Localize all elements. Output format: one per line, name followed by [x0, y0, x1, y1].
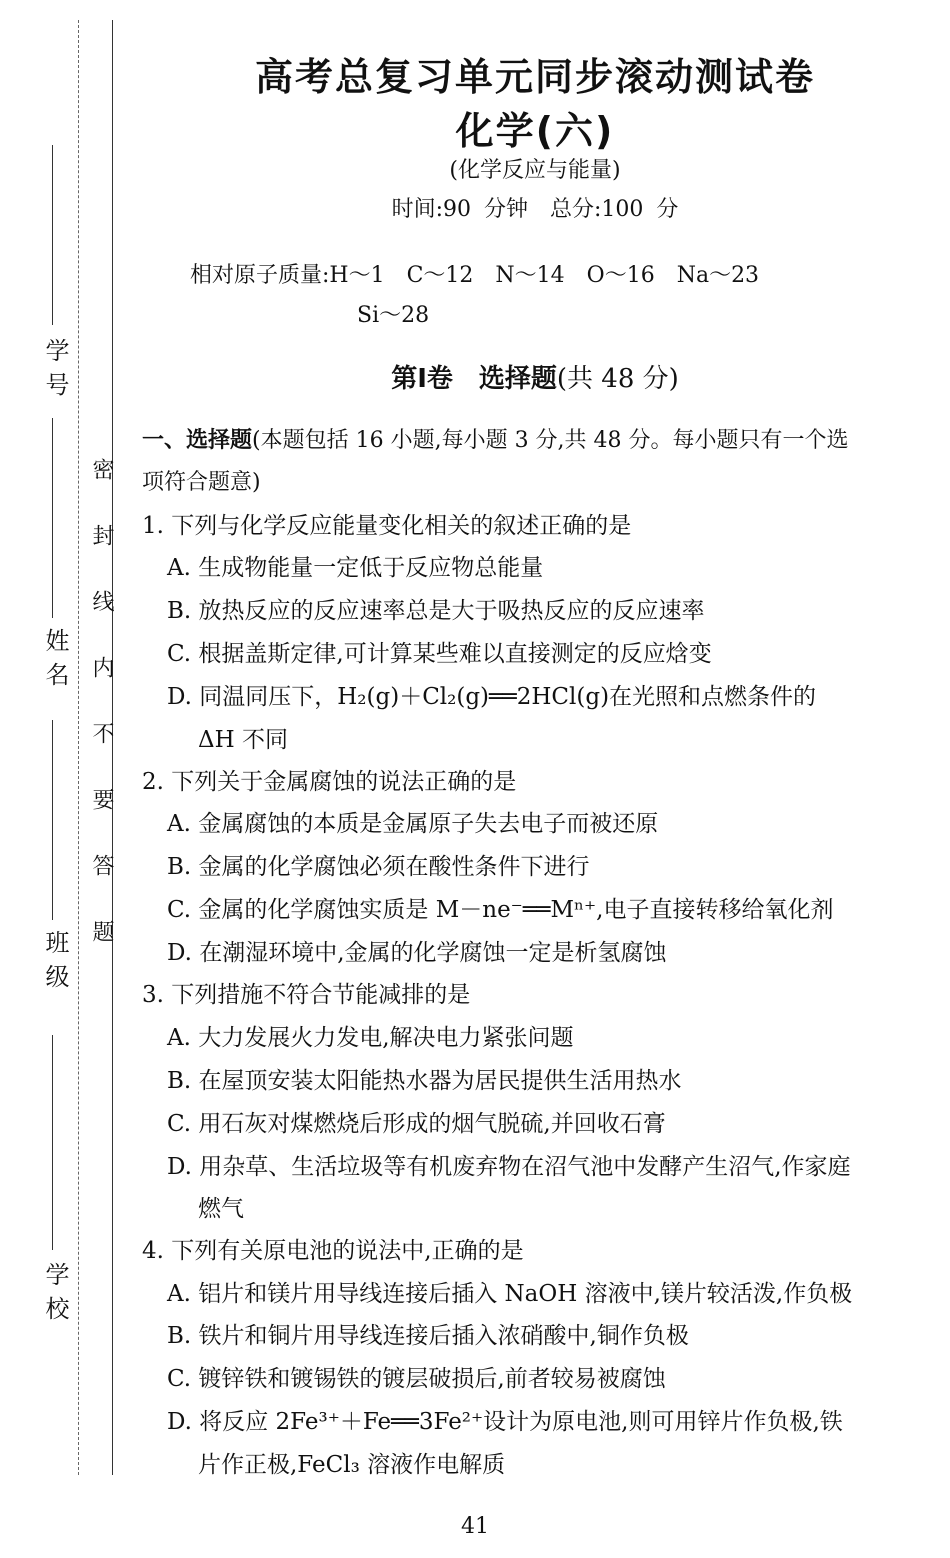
section-heading — [140, 358, 930, 395]
question-option-cont: 燃气 — [198, 1196, 244, 1222]
question-option[interactable]: A. 金属腐蚀的本质是金属原子失去电子而被还原 — [167, 811, 659, 837]
student-no-blank[interactable] — [52, 145, 53, 325]
time-score-info: 时间:90 分钟 总分:100 分 — [391, 197, 679, 222]
question-stem: 3. 下列措施不符合节能减排的是 — [142, 982, 471, 1008]
page-number: 41 — [461, 1514, 489, 1539]
class-blank[interactable] — [52, 720, 53, 920]
part-intro — [142, 420, 932, 504]
school-label: 学校 — [41, 1262, 69, 1330]
question-option-cont: 片作正极,FeCl₃ 溶液作电解质 — [198, 1452, 506, 1478]
question-option[interactable]: D. 将反应 2Fe³⁺＋Fe══3Fe²⁺设计为原电池,则可用锌片作负极,铁 — [167, 1409, 843, 1435]
paper-subtitle: 化学(六) — [455, 109, 615, 153]
question-option[interactable]: C. 用石灰对煤燃烧后形成的烟气脱硫,并回收石膏 — [167, 1111, 666, 1137]
section-points: (共 48 分) — [556, 364, 679, 394]
question-option[interactable]: B. 放热反应的反应速率总是大于吸热反应的反应速率 — [167, 598, 705, 624]
question-option[interactable]: C. 金属的化学腐蚀实质是 M－ne⁻══Mⁿ⁺,电子直接转移给氧化剂 — [167, 897, 834, 923]
name-blank[interactable] — [52, 418, 53, 618]
paper-title: 高考总复习单元同步滚动测试卷 — [254, 55, 815, 99]
student-no-label: 学号 — [41, 338, 69, 406]
part-instructions-cont: 项符合题意) — [142, 470, 261, 495]
question-option-cont: ΔH 不同 — [198, 727, 288, 753]
question-option[interactable]: A. 生成物能量一定低于反应物总能量 — [167, 555, 544, 581]
question-option[interactable]: D. 用杂草、生活垃圾等有机废弃物在沼气池中发酵产生沼气,作家庭 — [167, 1154, 851, 1180]
question-option[interactable]: C. 镀锌铁和镀锡铁的镀层破损后,前者较易被腐蚀 — [167, 1366, 666, 1392]
binding-dotted-line — [78, 20, 79, 1475]
question-stem: 2. 下列关于金属腐蚀的说法正确的是 — [142, 769, 517, 795]
name-label: 姓名 — [41, 628, 69, 696]
school-blank[interactable] — [52, 1035, 53, 1250]
question-option[interactable]: D. 同温同压下，H₂(g)＋Cl₂(g)══2HCl(g)在光照和点燃条件的 — [167, 684, 817, 710]
question-option[interactable]: C. 根据盖斯定律,可计算某些难以直接测定的反应焓变 — [167, 641, 712, 667]
class-label: 班级 — [41, 930, 69, 998]
question-stem: 4. 下列有关原电池的说法中,正确的是 — [142, 1238, 524, 1264]
question-option[interactable]: B. 在屋顶安装太阳能热水器为居民提供生活用热水 — [167, 1068, 682, 1094]
atomic-masses-cont: Si～28 — [357, 303, 430, 328]
question-option[interactable]: A. 大力发展火力发电,解决电力紧张问题 — [167, 1025, 574, 1051]
question-option[interactable]: B. 金属的化学腐蚀必须在酸性条件下进行 — [167, 854, 590, 880]
part-instructions: (本题包括 16 小题,每小题 3 分,共 48 分。每小题只有一个选 — [252, 428, 849, 453]
question-option[interactable]: A. 铝片和镁片用导线连接后插入 NaOH 溶液中,镁片较活泼,作负极 — [167, 1281, 853, 1307]
part-label: 一、选择题 — [142, 428, 253, 453]
atomic-masses: 相对原子质量:H～1 C～12 N～14 O～16 Na～23 — [190, 263, 760, 288]
paper-topic: (化学反应与能量) — [449, 158, 621, 183]
question-option[interactable]: B. 铁片和铜片用导线连接后插入浓硝酸中,铜作负极 — [167, 1323, 689, 1349]
seal-warning: 密封线内不要答题 — [89, 458, 114, 986]
question-option[interactable]: D. 在潮湿环境中,金属的化学腐蚀一定是析氢腐蚀 — [167, 940, 667, 966]
question-stem: 1. 下列与化学反应能量变化相关的叙述正确的是 — [142, 513, 632, 539]
section-title: 第Ⅰ卷 选择题 — [391, 364, 557, 394]
